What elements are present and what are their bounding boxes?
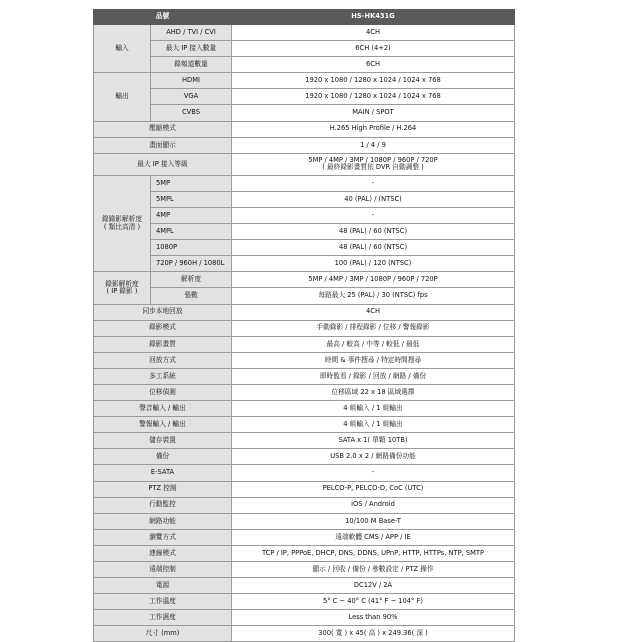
spec-value: TCP / IP, PPPoE, DHCP, DNS, DDNS, UPnP, HTTP, HTTPs, NTP, SMTP [232, 545, 515, 561]
spec-value: 1920 x 1080 / 1280 x 1024 / 1024 x 768 [232, 73, 515, 89]
spec-row [94, 481, 515, 497]
spec-value: 1 / 4 / 9 [232, 137, 515, 153]
spec-value: 4 組輸入 / 1 組輸出 [232, 401, 515, 417]
spec-label: 電源 [94, 578, 232, 594]
spec-row [94, 529, 515, 545]
spec-label: 錄頻道數量 [151, 57, 232, 73]
spec-value: PELCO-P, PELCO-D, CoC (UTC) [232, 481, 515, 497]
group-label-record-res [94, 175, 151, 272]
spec-label: 同步本地回放 [94, 304, 232, 320]
spec-value: USB 2.0 x 2 / 網路備份功能 [232, 449, 515, 465]
group-label-ip-res [94, 272, 151, 304]
spec-row-output-vga [94, 89, 515, 105]
spec-value: SATA x 1( 單顆 10TB) [232, 433, 515, 449]
spec-label: 錄影畫質 [94, 336, 232, 352]
spec-label: 1080P [151, 240, 232, 256]
spec-row-display [94, 137, 515, 153]
spec-label: 位移偵測 [94, 384, 232, 400]
spec-value: - [232, 207, 515, 223]
spec-label: 5MP [151, 175, 232, 191]
spec-value: 最高 / 較高 / 中等 / 較低 / 最低 [232, 336, 515, 352]
spec-row [94, 610, 515, 626]
spec-value: MAIN / SPOT [232, 105, 515, 121]
spec-table [93, 9, 515, 642]
spec-row [94, 304, 515, 320]
spec-list [94, 304, 515, 642]
spec-label: 工作溫度 [94, 594, 232, 610]
spec-value: 6CH [232, 57, 515, 73]
spec-label: HDMI [151, 73, 232, 89]
spec-value: 48 (PAL) / 60 (NTSC) [232, 224, 515, 240]
spec-row [94, 562, 515, 578]
spec-value: DC12V / 2A [232, 578, 515, 594]
spec-row [94, 417, 515, 433]
spec-row [94, 497, 515, 513]
spec-label: E-SATA [94, 465, 232, 481]
spec-value: 手動錄影 / 排程錄影 / 位移 / 警報錄影 [232, 320, 515, 336]
spec-value: 4CH [232, 25, 515, 41]
spec-value [232, 153, 515, 175]
spec-row-res-720p [94, 256, 515, 272]
spec-label: 解析度 [151, 272, 232, 288]
spec-row [94, 626, 515, 642]
spec-label: 聲音輸入 / 輸出 [94, 401, 232, 417]
model-label: 品號 [94, 10, 232, 25]
spec-row [94, 545, 515, 561]
group-label-line: 錄影解析度 [105, 279, 139, 288]
spec-value: 即時監看 / 錄影 / 回放 / 網路 / 備份 [232, 368, 515, 384]
spec-value: 5° C ~ 40° C (41° F ~ 104° F) [232, 594, 515, 610]
spec-label: 儲存裝置 [94, 433, 232, 449]
spec-value: 4CH [232, 304, 515, 320]
spec-label: 720P / 960H / 1080L [151, 256, 232, 272]
spec-value: 遠端軟體 CMS / APP / IE [232, 529, 515, 545]
spec-row [94, 384, 515, 400]
group-label-output: 輸出 [94, 73, 151, 121]
model-value: HS-HK431G [232, 10, 515, 25]
spec-value: 10/100 M Base-T [232, 513, 515, 529]
spec-row-ip-resolution [94, 272, 515, 288]
spec-row [94, 449, 515, 465]
spec-label: 行動監控 [94, 497, 232, 513]
spec-value: 1920 x 1080 / 1280 x 1024 / 1024 x 768 [232, 89, 515, 105]
spec-row [94, 336, 515, 352]
spec-label: 最大 IP 接入等級 [94, 153, 232, 175]
spec-label: 張數 [151, 288, 232, 304]
spec-value: - [232, 465, 515, 481]
spec-row [94, 401, 515, 417]
spec-value: 48 (PAL) / 60 (NTSC) [232, 240, 515, 256]
spec-label: 壓縮模式 [94, 121, 232, 137]
spec-row [94, 513, 515, 529]
spec-value: 40 (PAL) / (NTSC) [232, 191, 515, 207]
group-label-line: ( IP 錄影 ) [106, 286, 138, 295]
spec-label: 警報輸入 / 輸出 [94, 417, 232, 433]
spec-row [94, 368, 515, 384]
spec-value: 顯示 / 回收 / 備份 / 參數設定 / PTZ 操作 [232, 562, 515, 578]
spec-row-input-max-ip [94, 41, 515, 57]
group-label-line: ( 類比高清 ) [103, 222, 141, 231]
spec-label: PTZ 控制 [94, 481, 232, 497]
spec-value: iOS / Android [232, 497, 515, 513]
spec-label: 畫面顯示 [94, 137, 232, 153]
spec-label: 多工系統 [94, 368, 232, 384]
spec-row [94, 433, 515, 449]
spec-label: 遠端控制 [94, 562, 232, 578]
spec-label: CVBS [151, 105, 232, 121]
spec-label: 尺寸 (mm) [94, 626, 232, 642]
table-header-row [94, 10, 515, 25]
spec-value: H.265 High Profile / H.264 [232, 121, 515, 137]
spec-label: 回放方式 [94, 352, 232, 368]
spec-value: 位移區域 22 x 18 區域選擇 [232, 384, 515, 400]
spec-value: 300( 寬 ) x 45( 高 ) x 249.36( 深 ) [232, 626, 515, 642]
spec-label: 網路功能 [94, 513, 232, 529]
spec-row-compression [94, 121, 515, 137]
spec-row-ip-fps [94, 288, 515, 304]
spec-value-line: 5MP / 4MP / 3MP / 1080P / 960P / 720P [308, 155, 438, 164]
spec-label: 錄影模式 [94, 320, 232, 336]
spec-row-res-5mp [94, 175, 515, 191]
spec-value: 4 組輸入 / 1 組輸出 [232, 417, 515, 433]
spec-row-output-cvbs [94, 105, 515, 121]
spec-row [94, 465, 515, 481]
spec-label: VGA [151, 89, 232, 105]
spec-value: 100 (PAL) / 120 (NTSC) [232, 256, 515, 272]
spec-label: 連線模式 [94, 545, 232, 561]
spec-row-output-hdmi [94, 73, 515, 89]
spec-row-input-record-channels [94, 57, 515, 73]
spec-value: 時間 & 事件搜尋 / 特定時間搜尋 [232, 352, 515, 368]
spec-label: 4MP [151, 207, 232, 223]
spec-row [94, 578, 515, 594]
spec-label: 備份 [94, 449, 232, 465]
spec-row [94, 594, 515, 610]
spec-value: 每路最大 25 (PAL) / 30 (NTSC) fps [232, 288, 515, 304]
spec-value: Less than 90% [232, 610, 515, 626]
spec-row-res-1080p [94, 240, 515, 256]
spec-label: 4MPL [151, 224, 232, 240]
spec-row [94, 320, 515, 336]
spec-value-note: ( 最終錄影畫質依 DVR 自動調整 ) [322, 163, 424, 172]
spec-row-res-5mpl [94, 191, 515, 207]
spec-label: 工作濕度 [94, 610, 232, 626]
spec-row-res-4mp [94, 207, 515, 223]
spec-row-res-4mpl [94, 224, 515, 240]
group-label-line: 錄錄影解析度 [101, 215, 143, 224]
spec-label: 瀏覽方式 [94, 529, 232, 545]
spec-row-max-ip-level [94, 153, 515, 175]
spec-label: 最大 IP 接入數量 [151, 41, 232, 57]
spec-row-input-analog [94, 25, 515, 41]
spec-label: AHD / TVI / CVI [151, 25, 232, 41]
spec-value: 6CH (4+2) [232, 41, 515, 57]
spec-label: 5MPL [151, 191, 232, 207]
spec-row [94, 352, 515, 368]
spec-value: - [232, 175, 515, 191]
group-label-input: 輸入 [94, 25, 151, 73]
spec-value: 5MP / 4MP / 3MP / 1080P / 960P / 720P [232, 272, 515, 288]
